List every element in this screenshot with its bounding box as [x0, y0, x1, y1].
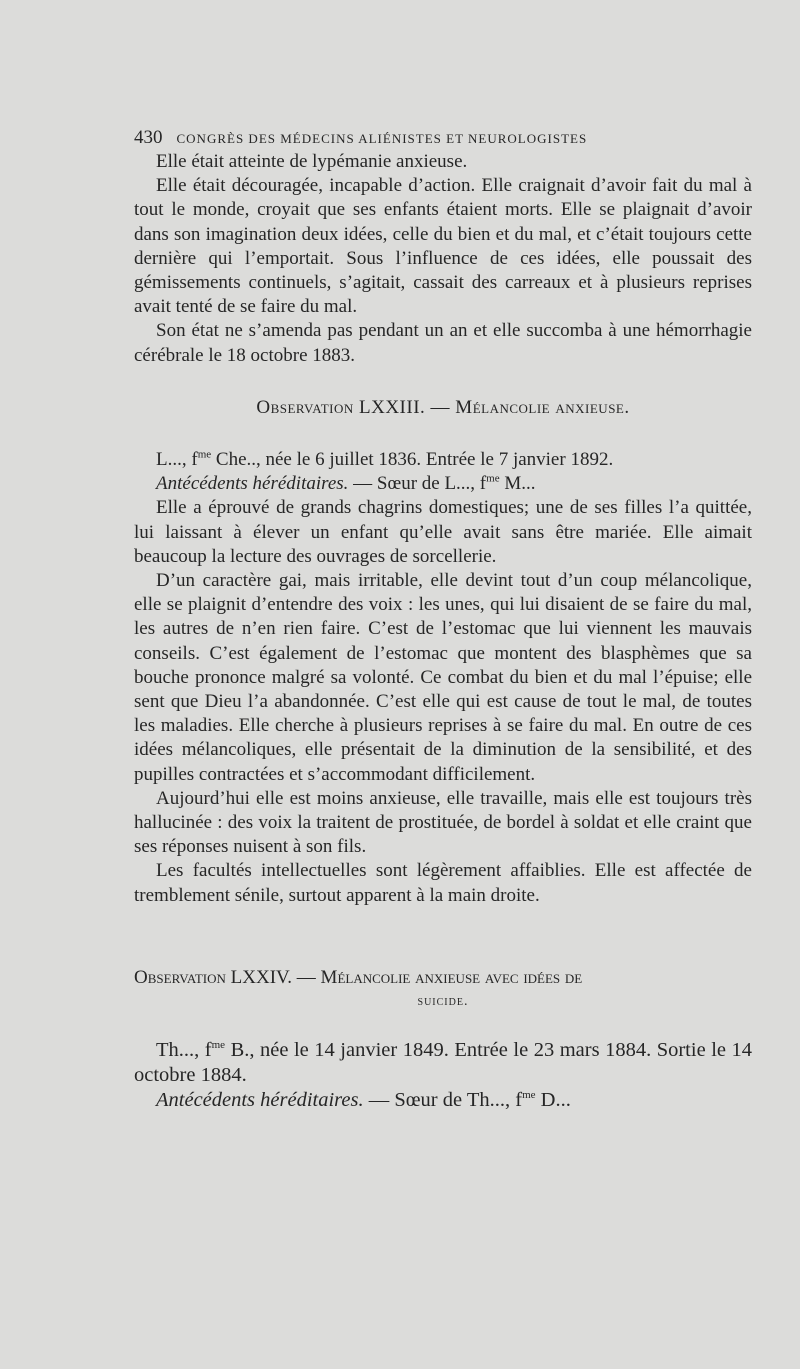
- paragraph: Elle était atteinte de lypémanie anxieuse.: [156, 151, 468, 172]
- italic-label: Antécédents héréditaires.: [156, 1088, 364, 1111]
- page-number: 430: [134, 127, 163, 148]
- text-run: Th..., f: [156, 1038, 212, 1061]
- text-run: B., née le 14 janvier 1849. Entrée le 23 mars 1884. Sortie le 14 octobre 1884.: [134, 1038, 752, 1086]
- italic-label: Antécédents héréditaires.: [156, 473, 349, 495]
- paragraph: D’un caractère gai, mais irritable, elle devint tout d’un coup mélancolique, elle se plaignit d’entendre des voix : les unes, qui lui disaient de se faire du mal, les autres de n’en rien faire. C’est de l’estomac que lui viennent les mauvais conseils. C’est également de l’estomac que montent des blasphèmes que sa bouche prononce malgré sa volonté. Ce combat du bien et du mal l’épuise; elle sent que Dieu l’a abandonnée. C’est elle qui est cause de tout le mal, de toutes les maladies. Elle cherche à plusieurs reprises à se faire du mal. En outre de ces idées mélancoliques, elle présentait de la diminution de la sensibilité, et des pupilles contractées et s’accommodant difficilement.: [134, 570, 752, 785]
- running-header: [134, 127, 694, 149]
- text-run: Che.., née le 6 juillet 1836. Entrée le 7 janvier 1892.: [211, 449, 614, 471]
- observation-subject: Mélancolie anxieuse avec idées de: [320, 966, 583, 988]
- paragraph: Son état ne s’amenda pas pendant un an et elle succomba à une hémorrhagie cérébrale le 18 octobre 1883.: [134, 320, 752, 366]
- heading-dash: —: [292, 966, 321, 988]
- text-run: — Sœur de Th..., f: [363, 1088, 523, 1111]
- paragraph-heredity: [134, 472, 752, 496]
- paragraph-heredity: [134, 1088, 752, 1113]
- text-run: — Sœur de L..., f: [348, 473, 487, 495]
- superscript: me: [486, 472, 500, 485]
- observation-subject-continued: suicide.: [417, 993, 469, 1009]
- text-run: D...: [535, 1088, 571, 1111]
- paragraph: Elle a éprouvé de grands chagrins domestiques; une de ses filles l’a quittée, lui laissant à élever un enfant qu’elle avait sans être mariée. Elle aimait beaucoup la lecture des ouvrages de sorcellerie.: [134, 497, 752, 567]
- heading-dash: —: [425, 396, 456, 418]
- text-run: L..., f: [156, 449, 198, 471]
- paragraph-patient-info: [134, 448, 752, 472]
- text-run: M...: [499, 473, 536, 495]
- observation-subject: Mélancolie anxieuse.: [455, 396, 630, 418]
- superscript: me: [197, 448, 212, 461]
- observation-title: Observation LXXIII.: [256, 396, 426, 418]
- spacer: [134, 1014, 752, 1038]
- superscript: me: [522, 1089, 536, 1102]
- section-heading-observation-74: [134, 966, 752, 1014]
- paragraph: Les facultés intellectuelles sont légèrement affaiblies. Elle est affectée de tremblement sénile, surtout apparent à la main droite.: [134, 860, 752, 906]
- page-body: [134, 150, 752, 1113]
- section-heading-observation-73: [134, 396, 752, 420]
- observation-title: Observation LXXIV.: [134, 966, 293, 988]
- paragraph: Aujourd’hui elle est moins anxieuse, elle travaille, mais elle est toujours très hallucinée : des voix la traitent de prostituée, de bordel à soldat et elle craint que ses réponses nuisent à son fils.: [134, 787, 752, 858]
- paragraph: Elle était découragée, incapable d’action. Elle craignait d’avoir fait du mal à tout le monde, croyait que ses enfants étaient morts. Elle se plaignait d’avoir dans son imagination deux idées, celle du bien et du mal, et c’était toujours cette dernière qui l’emportait. Sous l’influence de ces idées, elle poussait des gémissements continuels, s’agitait, cassait des carreaux et à plusieurs reprises avait tenté de se faire du mal.: [134, 175, 752, 318]
- paragraph-patient-info: [134, 1038, 752, 1088]
- running-title: CONGRÈS DES MÉDECINS ALIÉNISTES ET NEUROLOGISTES: [176, 131, 588, 146]
- superscript: me: [211, 1039, 226, 1052]
